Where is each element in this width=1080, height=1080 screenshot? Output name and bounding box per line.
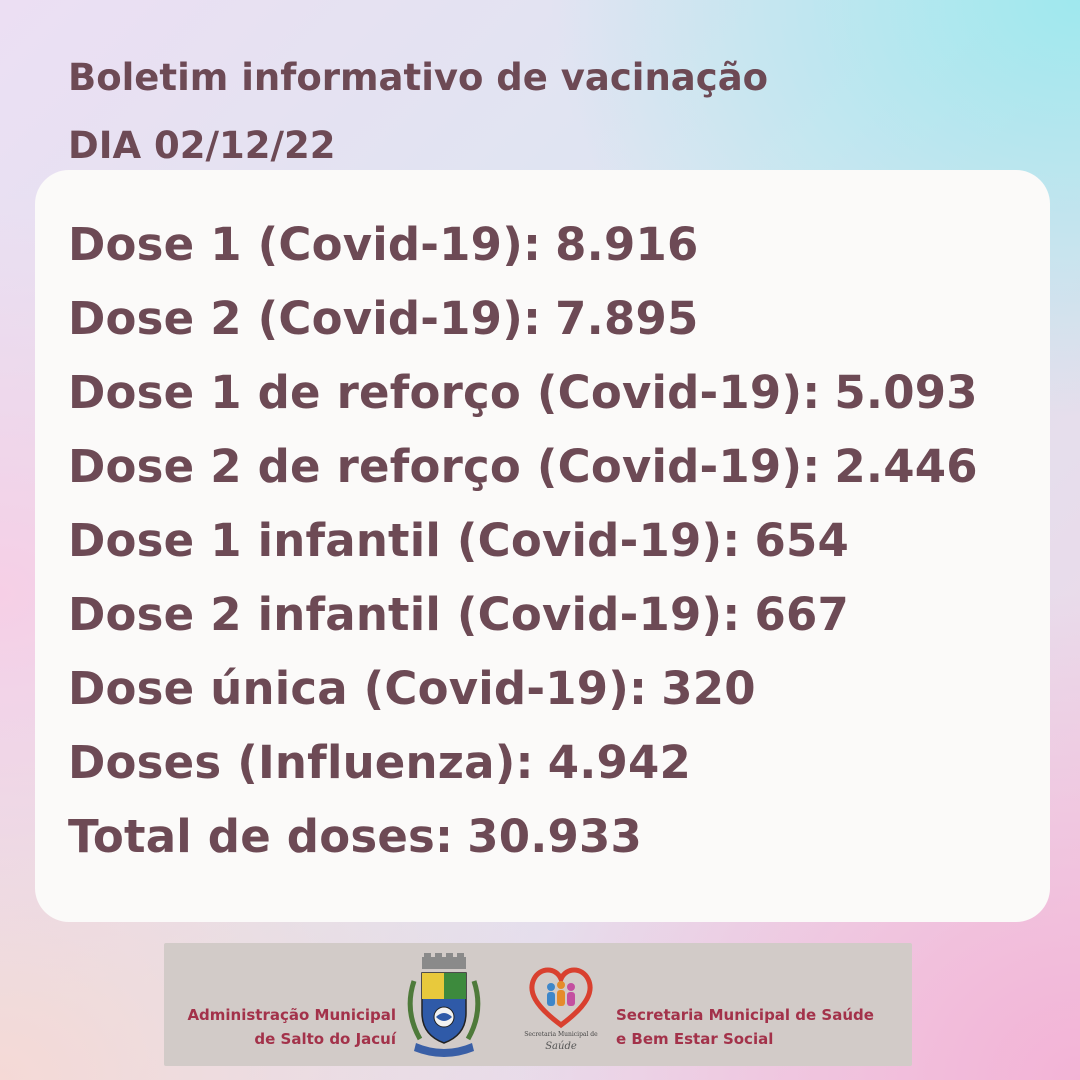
stat-label: Dose única (Covid-19): bbox=[68, 662, 648, 715]
stat-dose-unica bbox=[68, 652, 978, 726]
admin-line-1: Administração Municipal bbox=[187, 1006, 396, 1024]
admin-label bbox=[164, 1003, 396, 1051]
page-title: Boletim informativo de vacinação bbox=[68, 56, 769, 99]
stat-label: Dose 1 de reforço (Covid-19): bbox=[68, 366, 821, 419]
date-label: DIA 02/12/22 bbox=[68, 124, 336, 167]
stat-dose1-reforco bbox=[68, 356, 978, 430]
stat-dose2-reforco bbox=[68, 430, 978, 504]
secretaria-line-1: Secretaria Municipal de Saúde bbox=[616, 1006, 874, 1024]
stat-label: Dose 1 infantil (Covid-19): bbox=[68, 514, 741, 567]
stat-label: Dose 2 infantil (Covid-19): bbox=[68, 588, 741, 641]
stat-label: Dose 2 (Covid-19): bbox=[68, 292, 542, 345]
stat-value: 320 bbox=[661, 662, 756, 715]
heart-family-icon bbox=[524, 961, 598, 1057]
stat-dose1-infantil bbox=[68, 504, 978, 578]
municipal-crest-icon bbox=[400, 951, 488, 1061]
stat-label: Dose 2 de reforço (Covid-19): bbox=[68, 440, 821, 493]
health-logo-caption: Secretaria Municipal de bbox=[524, 1031, 598, 1038]
stat-value: 8.916 bbox=[555, 218, 699, 271]
stat-value: 2.446 bbox=[834, 440, 978, 493]
stats-list bbox=[68, 208, 978, 874]
stat-value: 667 bbox=[754, 588, 849, 641]
secretaria-line-2: e Bem Estar Social bbox=[616, 1030, 774, 1048]
stat-total bbox=[68, 800, 978, 874]
heart-icon bbox=[524, 961, 598, 1031]
admin-line-2: de Salto do Jacuí bbox=[254, 1030, 396, 1048]
header bbox=[68, 44, 768, 180]
stat-dose2-covid bbox=[68, 282, 978, 356]
stat-dose1-covid bbox=[68, 208, 978, 282]
stat-value: 5.093 bbox=[834, 366, 978, 419]
stat-value: 654 bbox=[754, 514, 849, 567]
health-logo-script: Saúde bbox=[545, 1041, 577, 1052]
stat-value: 30.933 bbox=[467, 810, 643, 863]
stat-value: 4.942 bbox=[547, 736, 692, 789]
stat-label: Doses (Influenza): bbox=[68, 736, 534, 789]
stat-label: Dose 1 (Covid-19): bbox=[68, 218, 542, 271]
stat-value: 7.895 bbox=[555, 292, 699, 345]
stat-label: Total de doses: bbox=[68, 810, 454, 863]
stat-influenza bbox=[68, 726, 978, 800]
stat-dose2-infantil bbox=[68, 578, 978, 652]
stats-card bbox=[35, 170, 1050, 922]
footer-banner bbox=[164, 943, 912, 1066]
secretaria-label bbox=[616, 1003, 906, 1051]
